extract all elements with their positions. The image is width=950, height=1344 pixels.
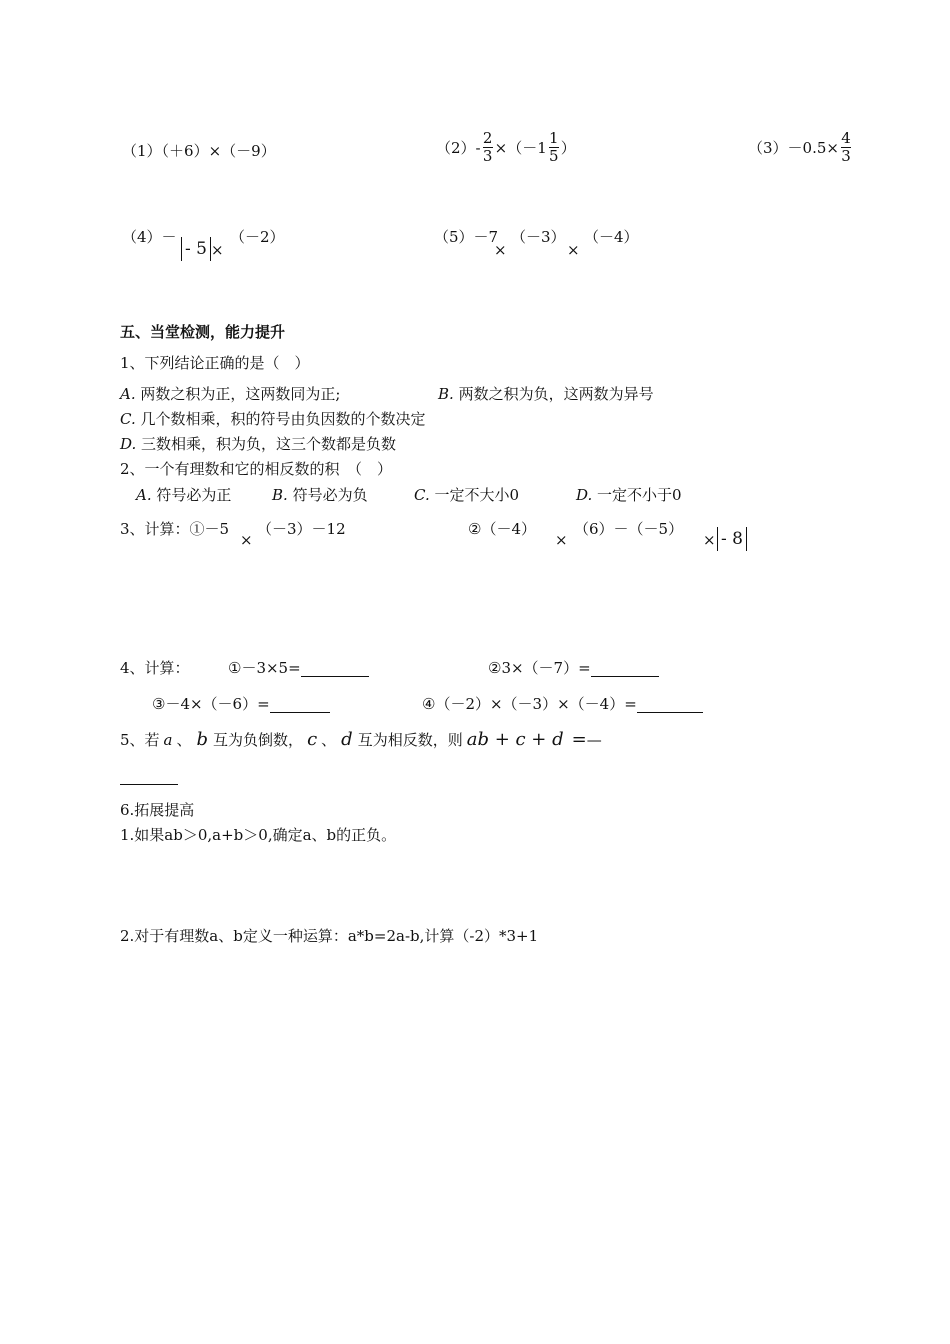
fraction-numerator: 2 [482,129,493,147]
times-sign: × [703,531,716,549]
separator: 、 [321,731,337,749]
question-4-item-3 [152,695,330,713]
question-5 [120,731,602,749]
option-label: C. [120,410,136,428]
problem-3-prefix: （3）－0.5× [748,138,839,157]
absolute-value: - 8 [717,527,747,551]
item-text: ③－4×（－6）= [152,695,270,713]
extension-question-1: 1.如果ab＞0,a+b＞0,确定a、b的正负。 [120,826,397,844]
option-label: A. [120,385,136,403]
problem-4-prefix: （4）－ [122,228,177,246]
option-text: 符号必为正 [156,486,232,504]
question-4-item-2 [488,659,659,677]
question-4-stem: 4、计算： [120,659,190,677]
question-4-item-4 [422,695,703,713]
question-1-option-d [120,435,396,453]
option-text: 符号必为负 [292,486,368,504]
question-1-option-b [438,385,654,403]
option-text: 几个数相乘，积的符号由负因数的个数决定 [140,410,426,428]
fraction-denominator: 3 [482,147,493,165]
variable-b: b [196,729,209,750]
extension-heading: 6.拓展提高 [120,801,195,819]
problem-3 [748,130,853,165]
question-4-item-1 [228,659,369,677]
problem-5-mid: （－3） [511,228,566,246]
mixed-fraction-one-fifth [549,130,559,165]
question-1-option-c [120,410,426,428]
times-sign: × [211,241,224,259]
question-5-mid-1: 互为负倒数， [213,731,304,749]
option-text: 一定不大小0 [434,486,520,504]
equals-sign: = [571,729,587,750]
fraction-numerator: 4 [841,129,851,147]
option-label: D. [576,486,593,504]
answer-blank[interactable] [591,660,659,677]
times-sign: × [494,241,507,259]
option-text: 两数之积为负，这两数为异号 [458,385,654,403]
problem-2-prefix: （2）- [436,138,481,157]
fraction-numerator: 1 [548,129,559,147]
problem-4-suffix: （－2） [230,228,285,246]
fraction-denominator: 5 [548,147,559,165]
answer-blank-line[interactable] [120,784,178,785]
question-1-stem: 1、下列结论正确的是（ ） [120,354,310,372]
question-3-stem: 3、计算：①－5 [120,520,230,538]
fraction-two-thirds [483,130,493,165]
option-text: 三数相乘，积为负，这三个数都是负数 [141,435,397,453]
answer-blank[interactable] [270,696,330,713]
problem-2 [436,130,576,165]
item-text: ②3×（－7）= [488,659,591,677]
question-3-part-1: （－3）－12 [257,520,346,538]
question-2-option-c [414,486,519,504]
variable-a: a [163,731,173,749]
problem-4-absolute-value [181,237,211,261]
question-2-stem: 2、一个有理数和它的相反数的积 （ ） [120,460,393,478]
option-label: D. [120,435,137,453]
answer-blank[interactable] [301,660,369,677]
expression: ab + c + d [466,729,564,750]
question-3-part-2-mid: （6）－（－5） [574,520,684,538]
problem-5-suffix: （－4） [584,228,639,246]
option-label: A. [136,486,152,504]
question-3-part-2-prefix: ②（－4） [468,520,536,538]
question-5-prefix: 5、若 [120,731,160,749]
fraction-four-thirds [841,130,851,165]
variable-c: c [307,729,318,750]
extension-question-2: 2.对于有理数a、b定义一种运算：a*b=2a-b,计算（-2）*3+1 [120,927,539,945]
question-2-option-a [136,486,231,504]
separator: 、 [176,731,192,749]
option-label: C. [414,486,430,504]
question-2-option-d [576,486,682,504]
answer-blank[interactable] [637,696,703,713]
item-text: ①－3×5= [228,659,301,677]
question-5-mid-2: 互为相反数，则 [357,731,463,749]
option-label: B. [438,385,454,403]
fraction-denominator: 3 [841,147,851,165]
item-text: ④（－2）×（－3）×（－4）= [422,695,637,713]
absolute-value: - 5 [181,237,211,261]
option-text: 两数之积为正，这两数同为正; [140,385,341,403]
answer-dash: — [586,731,602,749]
times-sign: × [567,241,580,259]
section-heading: 五、当堂检测，能力提升 [120,323,286,341]
option-label: B. [272,486,288,504]
times-sign: × [555,531,568,549]
option-text: 一定不小于0 [597,486,682,504]
variable-d: d [341,729,353,750]
problem-1: （1）（＋6）×（－9） [122,142,276,160]
times-sign: × [240,531,253,549]
question-1-option-a [120,385,340,403]
question-2-option-b [272,486,368,504]
problem-2-suffix: ） [560,138,576,157]
question-3-absolute-value [717,527,747,551]
problem-5-prefix: （5）－7 [434,228,499,246]
problem-2-mid: ×（－1 [494,138,547,157]
